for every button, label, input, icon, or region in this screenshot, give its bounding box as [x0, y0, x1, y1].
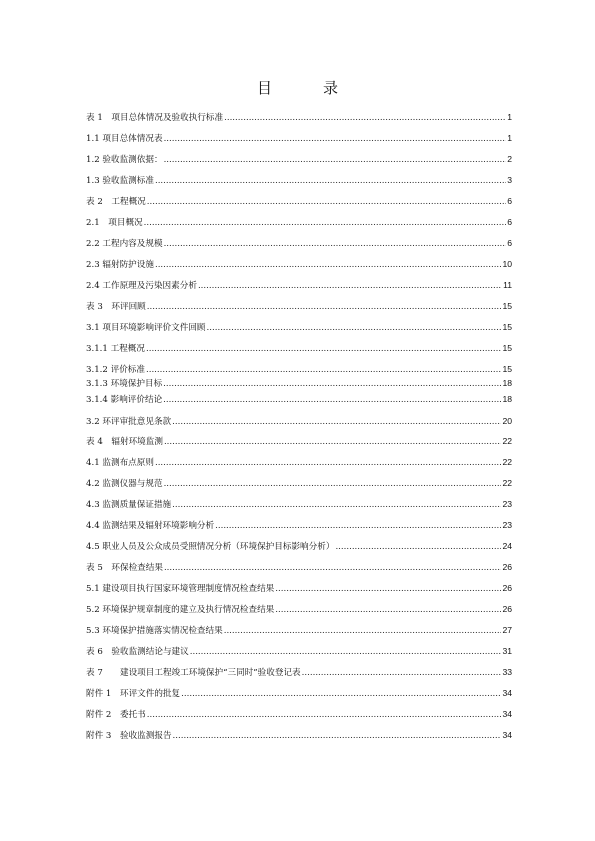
toc-entry-page: 34 — [502, 688, 512, 698]
dot-leader — [181, 689, 501, 700]
dot-leader — [155, 176, 506, 187]
toc-entry-label: 3.1.2 评价标准 — [86, 365, 145, 375]
toc-entry-page: 15 — [502, 322, 512, 332]
toc-entry-label: 2.1 项目概况 — [86, 218, 143, 228]
toc-entry[interactable] — [86, 238, 512, 250]
toc-entry-label: 5.3 环境保护措施落实情况检查结果 — [86, 626, 223, 636]
toc-entry[interactable] — [86, 583, 512, 595]
dot-leader — [224, 113, 506, 124]
toc-entry-page: 20 — [502, 416, 512, 426]
toc-entry-page: 26 — [502, 604, 512, 614]
toc-entry[interactable] — [86, 730, 512, 742]
dot-leader — [224, 626, 502, 637]
toc-entry-page: 1 — [507, 133, 512, 143]
toc-entry-label: 表 6 验收监测结论与建议 — [86, 647, 189, 657]
toc-entry-label: 附件 1 环评文件的批复 — [86, 689, 181, 699]
toc-entry-page: 22 — [502, 457, 512, 467]
dot-leader — [190, 647, 502, 658]
toc-entry-page: 23 — [502, 520, 512, 530]
toc-entry-label: 4.3 监测质量保证措施 — [86, 500, 172, 510]
dot-leader — [302, 668, 502, 679]
dot-leader — [164, 134, 507, 145]
toc-entry[interactable] — [86, 112, 512, 124]
toc-entry-label: 4.1 监测布点原则 — [86, 458, 154, 468]
toc-entry[interactable] — [86, 478, 512, 490]
dot-leader — [164, 155, 507, 166]
toc-entry-page: 33 — [502, 667, 512, 677]
toc-entry-label: 表 1 项目总体情况及验收执行标准 — [86, 113, 224, 123]
toc-entry[interactable] — [86, 378, 512, 390]
dot-leader — [207, 323, 502, 334]
toc-entry-label: 3.1 项目环境影响评价文件回顾 — [86, 323, 206, 333]
toc-entry[interactable] — [86, 301, 512, 313]
page-title: 目 录 — [256, 79, 356, 97]
dot-leader — [275, 605, 501, 616]
toc-entry-page: 6 — [507, 238, 512, 248]
toc-entry[interactable] — [86, 322, 512, 334]
toc-entry-page: 10 — [502, 259, 512, 269]
toc-entry-label: 1.2 验收监测依据： — [86, 155, 163, 165]
dot-leader — [163, 379, 501, 390]
toc-entry-label: 2.2 工程内容及规模 — [86, 239, 163, 249]
toc-entry-label: 4.2 监测仪器与规范 — [86, 479, 163, 489]
toc-entry-page: 22 — [502, 436, 512, 446]
dot-leader — [146, 365, 501, 376]
toc-entry-page: 34 — [502, 730, 512, 740]
toc-entry-page: 18 — [502, 394, 512, 404]
toc-entry[interactable] — [86, 457, 512, 469]
toc-entry-page: 3 — [507, 175, 512, 185]
dot-leader — [146, 344, 501, 355]
toc-entry-page: 2 — [507, 154, 512, 164]
toc-entry-label: 5.2 环境保护规章制度的建立及执行情况检查结果 — [86, 605, 275, 615]
toc-entry-label: 3.1.4 影响评价结论 — [86, 395, 163, 405]
toc-entry[interactable] — [86, 520, 512, 532]
toc-entry-label: 表 4 辐射环境监测 — [86, 437, 163, 447]
dot-leader — [147, 197, 506, 208]
toc-entry[interactable] — [86, 646, 512, 658]
toc-entry-label: 2.4 工作原理及污染因素分析 — [86, 281, 197, 291]
toc-entry[interactable] — [86, 343, 512, 355]
toc-entry[interactable] — [86, 499, 512, 511]
dot-leader — [335, 542, 501, 553]
toc-entry-label: 5.1 建设项目执行国家环境管理制度情况检查结果 — [86, 584, 275, 594]
toc-entry-page: 34 — [502, 709, 512, 719]
toc-entry[interactable] — [86, 562, 512, 574]
toc-entry[interactable] — [86, 541, 512, 553]
dot-leader — [163, 395, 501, 406]
dot-leader — [173, 731, 502, 742]
dot-leader — [164, 239, 507, 250]
toc-entry[interactable] — [86, 196, 512, 208]
toc-entry-label: 附件 3 验收监测报告 — [86, 731, 172, 741]
toc-entry-page: 15 — [502, 301, 512, 311]
toc-entry-page: 15 — [502, 364, 512, 374]
toc-entry-label: 附件 2 委托书 — [86, 710, 146, 720]
toc-entry[interactable] — [86, 604, 512, 616]
toc-entry-label: 表 5 环保检查结果 — [86, 563, 163, 573]
toc-entry-label: 表 3 环评回顾 — [86, 302, 146, 312]
toc-entry[interactable] — [86, 709, 512, 721]
toc-entry-label: 2.3 辐射防护设施 — [86, 260, 154, 270]
dot-leader — [155, 458, 501, 469]
dot-leader — [215, 521, 501, 532]
toc-entry-page: 31 — [502, 646, 512, 656]
toc-entry-page: 15 — [502, 343, 512, 353]
toc-entry[interactable] — [86, 436, 512, 448]
dot-leader — [147, 710, 502, 721]
dot-leader — [172, 500, 501, 511]
toc-entry-page: 26 — [502, 562, 512, 572]
dot-leader — [172, 417, 501, 428]
dot-leader — [164, 563, 501, 574]
dot-leader — [198, 281, 502, 292]
toc-entry-page: 27 — [502, 625, 512, 635]
toc-entry-label: 4.4 监测结果及辐射环境影响分析 — [86, 521, 215, 531]
toc-entry[interactable] — [86, 133, 512, 145]
toc-entry-label: 3.2 环评审批意见条款 — [86, 417, 172, 427]
toc-entry[interactable] — [86, 394, 512, 406]
toc-entry-page: 6 — [507, 196, 512, 206]
toc-entry[interactable] — [86, 154, 512, 166]
toc-entry[interactable] — [86, 364, 512, 376]
toc-entry[interactable] — [86, 688, 512, 700]
toc-entry-page: 18 — [502, 378, 512, 388]
toc-entry[interactable] — [86, 175, 512, 187]
toc-entry-label: 表 7 建设项目工程竣工环境保护“三同时”验收登记表 — [86, 668, 301, 678]
toc-entry-label: 1.1 项目总体情况表 — [86, 134, 163, 144]
dot-leader — [155, 260, 501, 271]
toc-entry-label: 表 2 工程概况 — [86, 197, 146, 207]
dot-leader — [144, 218, 507, 229]
dot-leader — [164, 479, 502, 490]
dot-leader — [147, 302, 502, 313]
toc-entry-page: 24 — [502, 541, 512, 551]
toc-entry-label: 3.1.1 工程概况 — [86, 344, 145, 354]
toc-entry-label: 3.1.3 环境保护目标 — [86, 379, 163, 389]
dot-leader — [275, 584, 501, 595]
toc-entry[interactable] — [86, 416, 512, 428]
toc-entry[interactable] — [86, 625, 512, 637]
toc-entry-page: 26 — [502, 583, 512, 593]
toc-entry[interactable] — [86, 667, 512, 679]
toc-entry-page: 1 — [507, 112, 512, 122]
toc-entry[interactable] — [86, 217, 512, 229]
toc-entry-page: 11 — [503, 280, 512, 290]
toc-entry[interactable] — [86, 259, 512, 271]
toc-entry-label: 1.3 验收监测标准 — [86, 176, 154, 186]
toc-entry-page: 22 — [502, 478, 512, 488]
toc-entry-page: 6 — [507, 217, 512, 227]
toc-entry[interactable] — [86, 280, 512, 292]
dot-leader — [164, 437, 501, 448]
toc-entry-page: 23 — [502, 499, 512, 509]
toc-entry-label: 4.5 职业人员及公众成员受照情况分析（环境保护目标影响分析） — [86, 542, 335, 552]
